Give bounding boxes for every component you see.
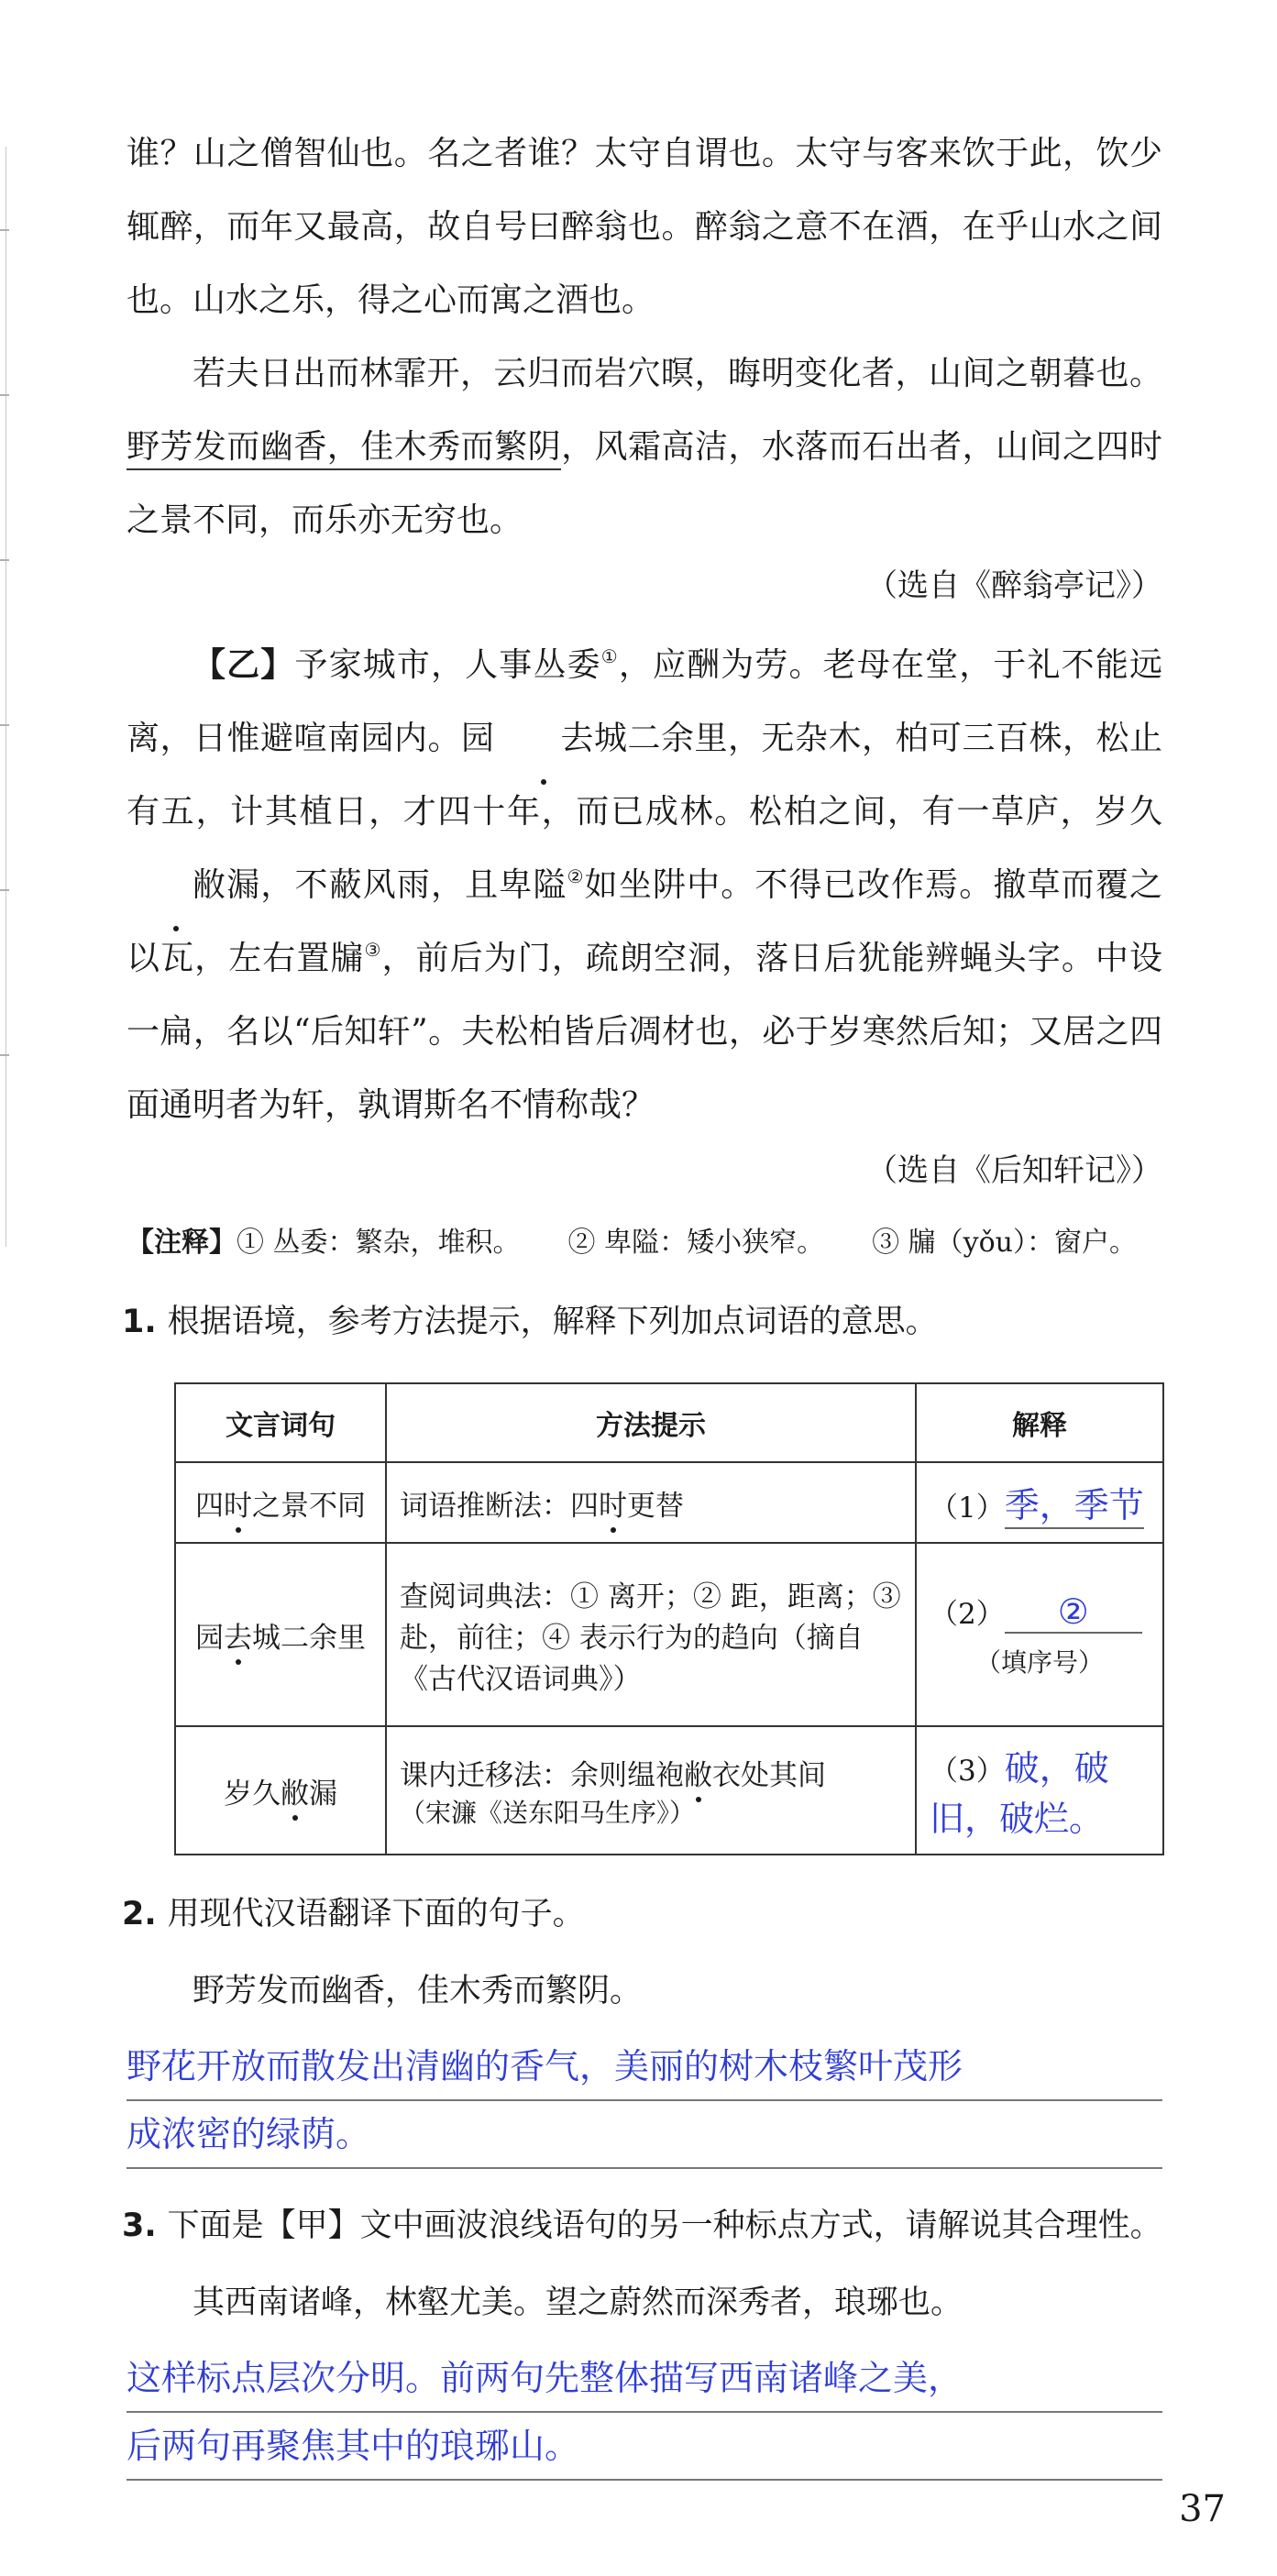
- question-3: 3. 下面是【甲】文中画波浪线语句的另一种标点方式，请解说其合理性。: [122, 2207, 1162, 2244]
- phrase-cell: 岁久敝漏: [175, 1726, 386, 1855]
- q2-quote: 野芳发而幽香，佳木秀而繁阴。: [193, 1973, 643, 2009]
- passage-yi: 【乙】予家城市，人事丛委①，应酬为劳。老母在堂，于礼不能远离，日惟避喧南园内。园 去城二余里，无杂木，柏可三百株，松止有五，计其植日，才四十年，而已成林。松柏之间，有一草庐，岁久敝漏，不蔽风雨，且卑隘②如坐阱中。不得已改作焉。撤草而覆之以瓦，左右置牖③，前后为门，疏朗空洞，落日后犹能辨蝇头字。中设一扁，名以“后知轩”。夫松柏皆后凋材也，必于岁寒然后知；又居之四面通明者为轩，孰谓斯名不情称哉？: [127, 645, 1162, 1124]
- answer-cell[interactable]: （3）破，破旧，破烂。: [916, 1726, 1163, 1855]
- table-row: [175, 1462, 1163, 1543]
- table-header-row: [175, 1383, 1163, 1462]
- handwritten-answer: 破，破旧，破烂。: [930, 1748, 1109, 1839]
- phrase-cell: 四时之景不同: [175, 1462, 386, 1543]
- hint-cell: 课内迁移法：余则缊袍敝衣处其间 （宋濂《送东阳马生序》）: [386, 1726, 916, 1855]
- handwritten-answer: ②: [1005, 1591, 1142, 1634]
- q3-answer[interactable]: [127, 2345, 1162, 2481]
- page-content: [122, 117, 1162, 2481]
- margin-tick: [0, 889, 9, 891]
- margin-tick: [0, 229, 9, 231]
- method-table: [174, 1382, 1164, 1855]
- question-2: 2. 用现代汉语翻译下面的句子。: [122, 1896, 585, 1932]
- table-header: 解释: [916, 1383, 1163, 1462]
- dotted-word-bi: 敝: [127, 849, 226, 922]
- answer-line: 这样标点层次分明。前两句先整体描写西南诸峰之美，: [127, 2345, 1162, 2413]
- q3-quote: 其西南诸峰，林壑尤美。望之蔚然而深秀者，琅琊也。: [193, 2284, 963, 2321]
- hint-cell: 查阅词典法：① 离开；② 距，距离；③ 赴，前往；④ 表示行为的趋向（摘自《古代汉语词典》）: [386, 1543, 916, 1726]
- source-yi: （选自《后知轩记》）: [866, 1152, 1162, 1189]
- passage-jia-para-1: 谁？山之僧智仙也。名之者谁？太守自谓也。太守与客来饮于此，饮少辄醉，而年又最高，故自号曰醉翁也。醉翁之意不在酒，在乎山水之间也。山水之乐，得之心而寓之酒也。: [127, 135, 1162, 319]
- table-header: 方法提示: [386, 1383, 916, 1462]
- margin-tick: [0, 559, 9, 561]
- hint-cell: 词语推断法：四时更替: [386, 1462, 916, 1543]
- source-jia: （选自《醉翁亭记》）: [866, 567, 1162, 604]
- phrase-cell: 园去城二余里: [175, 1543, 386, 1726]
- question-1: 1. 根据语境，参考方法提示，解释下列加点词语的意思。: [122, 1304, 938, 1340]
- handwritten-answer: 季，季节: [1005, 1477, 1144, 1529]
- table-row: [175, 1543, 1163, 1726]
- margin-tick: [0, 394, 9, 396]
- wavy-underlined-sentence: 野芳发而幽香，佳木秀而繁阴: [127, 428, 561, 470]
- passage-yi-tag: 【乙】: [193, 646, 295, 684]
- answer-line: 野花开放而散发出清幽的香气，美丽的树木枝繁叶茂形: [127, 2033, 1162, 2101]
- page-number: 37: [1179, 2488, 1226, 2530]
- notes-label: 【注释】: [127, 1227, 237, 1259]
- answer-cell[interactable]: （2） ② （填序号）: [916, 1543, 1163, 1726]
- notes: [127, 1214, 1162, 1272]
- note-item: ③ 牖（yǒu）：窗户。: [872, 1227, 1137, 1259]
- dotted-word-qu: 去: [494, 702, 593, 776]
- answer-line: 后两句再聚焦其中的琅琊山。: [127, 2413, 1162, 2481]
- note-item: ① 丛委：繁杂，堆积。: [237, 1227, 521, 1259]
- table-header: 文言词句: [175, 1383, 386, 1462]
- table-row: [175, 1726, 1163, 1855]
- passage-jia-para-2: 若夫日出而林霏开，云归而岩穴暝，晦明变化者，山间之朝暮也。野芳发而幽香，佳木秀而繁阴，风霜高洁，水落而石出者，山间之四时之景不同，而乐亦无穷也。: [127, 355, 1162, 539]
- note-item: ② 卑隘：矮小狭窄。: [567, 1227, 825, 1259]
- margin-tick: [0, 724, 9, 726]
- fill-hint: （填序号）: [974, 1646, 1104, 1678]
- margin-tick: [0, 1054, 9, 1056]
- q2-answer[interactable]: [127, 2033, 1162, 2169]
- answer-cell[interactable]: （1）季，季节: [916, 1462, 1163, 1543]
- answer-line: 成浓密的绿荫。: [127, 2101, 1162, 2169]
